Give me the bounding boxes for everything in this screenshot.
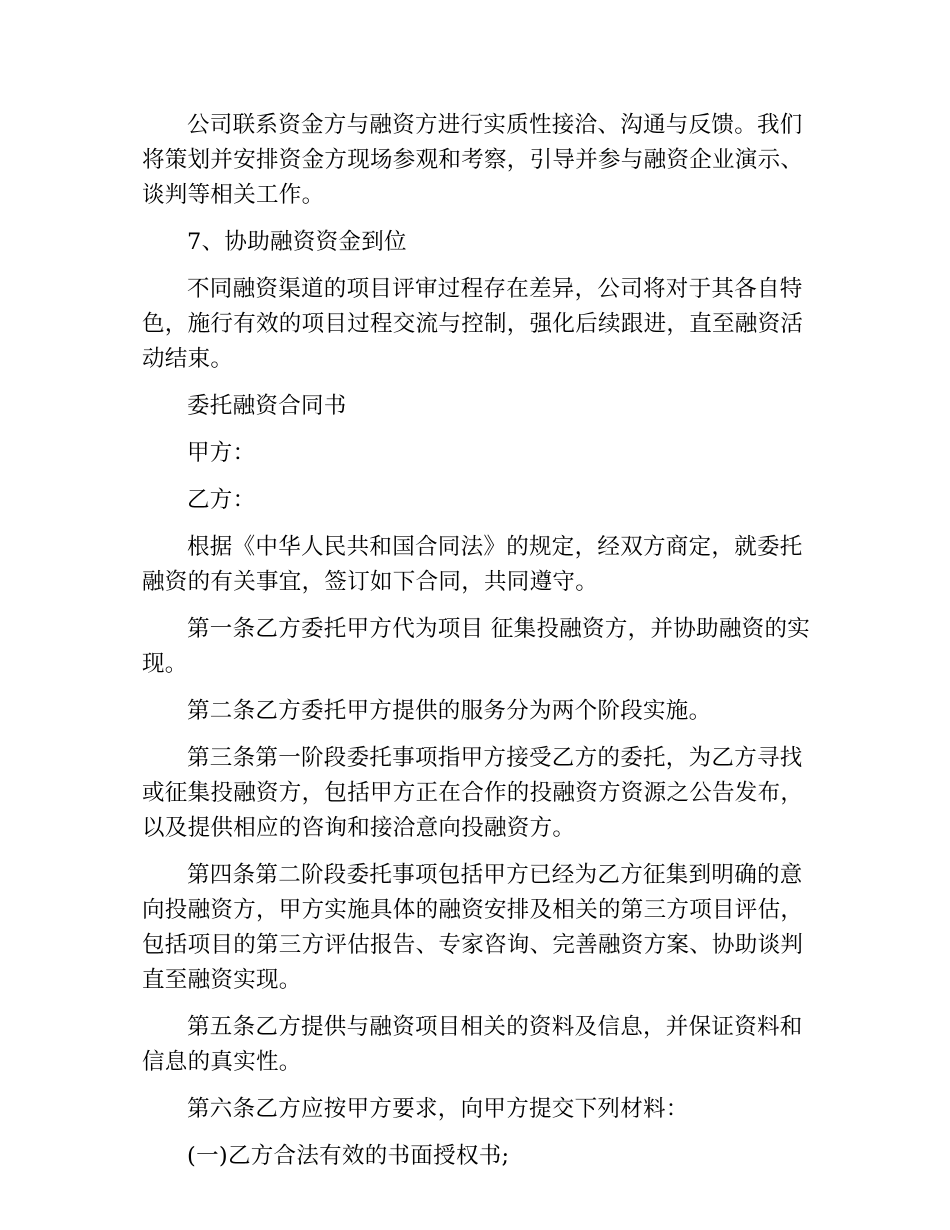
- contract-title: 委托融资合同书: [187, 393, 347, 419]
- article-6-item-1: (一)乙方合法有效的书面授权书;: [187, 1143, 510, 1169]
- article-5: 第五条乙方提供与融资项目相关的资料及信息，并保证资料和信息的真实性。: [142, 1014, 803, 1075]
- paragraph-continuation: 公司联系资金方与融资方进行实质性接洽、沟通与反馈。我们将策划并安排资金方现场参观和考察，引导并参与融资企业演示、谈判等相关工作。: [142, 112, 804, 208]
- party-a-line: 甲方：: [187, 440, 256, 466]
- article-1: 第一条乙方委托甲方代为项目 征集投融资方，并协助融资的实现。: [142, 616, 811, 677]
- section-heading-7: 7、协助融资资金到位: [187, 229, 407, 255]
- party-b-line: 乙方：: [187, 487, 256, 513]
- article-2: 第二条乙方委托甲方提供的服务分为两个阶段实施。: [187, 698, 712, 724]
- article-4: 第四条第二阶段委托事项包括甲方已经为乙方征集到明确的意向投融资方，甲方实施具体的融资安排及相关的第三方项目评估，包括项目的第三方评估报告、专家咨询、完善融资方案、协助谈判直至融资实现。: [142, 862, 804, 993]
- article-3: 第三条第一阶段委托事项指甲方接受乙方的委托，为乙方寻找或征集投融资方，包括甲方正在合作的投融资方资源之公告发布，以及提供相应的咨询和接洽意向投融资方。: [142, 745, 804, 841]
- document-body: [142, 108, 814, 1186]
- paragraph-review-process: 不同融资渠道的项目评审过程存在差异，公司将对于其各自特色，施行有效的项目过程交流与控制，强化后续跟进，直至融资活动结束。: [142, 276, 804, 372]
- contract-preamble: 根据《中华人民共和国合同法》的规定，经双方商定，就委托融资的有关事宜，签订如下合同，共同遵守。: [142, 534, 803, 595]
- article-6: 第六条乙方应按甲方要求，向甲方提交下列材料：: [187, 1096, 689, 1122]
